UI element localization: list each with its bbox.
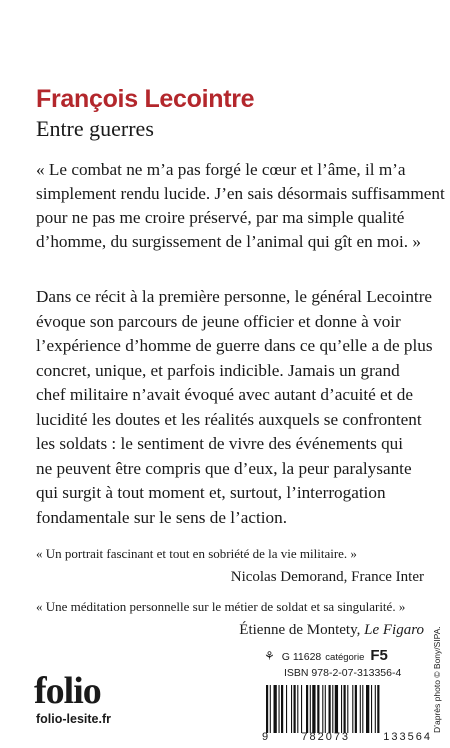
press-review [36, 545, 424, 586]
barcode-digit-first: 9 [262, 731, 269, 743]
blurb-line: l’expérience d’homme de guerre dans ce qu’elle a de plus [36, 336, 433, 355]
barcode-bar [291, 685, 292, 733]
barcode-bar [371, 685, 372, 733]
blurb-line: fondamentale sur le sens de l’action. [36, 507, 288, 527]
barcode-bar [301, 685, 302, 733]
review-source-name: Nicolas Demorand, France Inter [230, 569, 424, 585]
blurb-line: chef militaire n’avait évoqué avec autant d’acuité et de [36, 385, 413, 404]
barcode-bar [322, 685, 323, 733]
barcode-bar [366, 685, 369, 733]
barcode-bar [325, 685, 326, 733]
barcode-bar [279, 685, 280, 733]
blurb-line: lucidité les doutes et les réalités auxquels se confrontent [36, 409, 422, 429]
barcode-bar [335, 685, 338, 733]
quote-line: d’homme, du surgissement de l’animal qui gît en moi. » [36, 232, 421, 251]
barcode-bar [312, 685, 315, 733]
category-label: catégorie [325, 652, 365, 663]
barcode-bar [297, 685, 298, 733]
barcode-number [262, 731, 438, 743]
photo-credit: D’après photo © Bony/SIPA. [432, 626, 442, 733]
review-source [36, 568, 424, 586]
quote-line: « Le combat ne m’a pas forgé le cœur et l’âme, il m’a [36, 160, 406, 179]
barcode-bar [310, 685, 311, 733]
barcode-bar [274, 685, 277, 733]
book-title: Entre guerres [36, 116, 154, 141]
publisher-website: folio-lesite.fr [36, 712, 112, 726]
barcode-bar [306, 685, 308, 733]
review-quote: « Un portrait fascinant et tout en sobriété de la vie militaire. » [36, 546, 357, 561]
barcode-bar [286, 685, 287, 733]
barcode-bar [360, 685, 361, 733]
blurb-line: les soldats : le sentiment de vivre des événements qui [36, 434, 404, 453]
blurb-line: Dans ce récit à la première personne, le général Lecointre [36, 287, 433, 306]
barcode-bar [329, 685, 331, 733]
author-name: François Lecointre [36, 85, 255, 113]
blurb-line: ne peuvent être compris que d’eux, la peur paralysante [36, 458, 412, 478]
barcode-bar [281, 685, 283, 733]
blurb-paragraph [36, 285, 433, 530]
barcode-digits-right: 133564 [383, 731, 432, 743]
barcode-bar [377, 685, 379, 733]
barcode-bar [341, 685, 342, 733]
quote-line: pour ne pas me croire préservé, par ma simple qualité [36, 208, 405, 227]
barcode-bar [352, 685, 353, 733]
barcode-bar [375, 685, 376, 733]
folio-logo: folio [34, 670, 101, 712]
press-review [36, 598, 424, 639]
isbn: ISBN 978-2-07-313356-4 [284, 667, 402, 679]
gallimard-icon: ⚘ [264, 649, 275, 663]
catalog-info [264, 647, 388, 664]
barcode-bar [362, 685, 363, 733]
epigraph-quote [36, 158, 445, 254]
barcode-bar [266, 685, 268, 733]
barcode-bar [270, 685, 271, 733]
barcode-bar [317, 685, 319, 733]
review-source [36, 621, 424, 639]
category-code: F5 [370, 647, 388, 664]
blurb-line: concret, unique, et parfois indicible. Jamais un grand [36, 360, 400, 380]
blurb-line: qui surgit à tout moment et, surtout, l’interrogation [36, 483, 386, 502]
review-quote: « Une méditation personnelle sur le métier de soldat et sa singularité. » [36, 599, 406, 614]
quote-line: simplement rendu lucide. J’en sais désormais suffisamment [36, 184, 445, 203]
barcode-bar [355, 685, 357, 733]
barcode-digits-left: 782073 [301, 731, 351, 743]
barcode [262, 685, 438, 733]
barcode-bar [347, 685, 348, 733]
review-source-publication: Le Figaro [364, 622, 424, 638]
barcode-bar [344, 685, 346, 733]
barcode-bar [332, 685, 333, 733]
catalog-code: G 11628 [281, 651, 322, 663]
barcode-bar [294, 685, 296, 733]
blurb-line: évoque son parcours de jeune officier et donne à voir [36, 311, 401, 331]
review-source-name: Étienne de Montety, [239, 622, 365, 638]
